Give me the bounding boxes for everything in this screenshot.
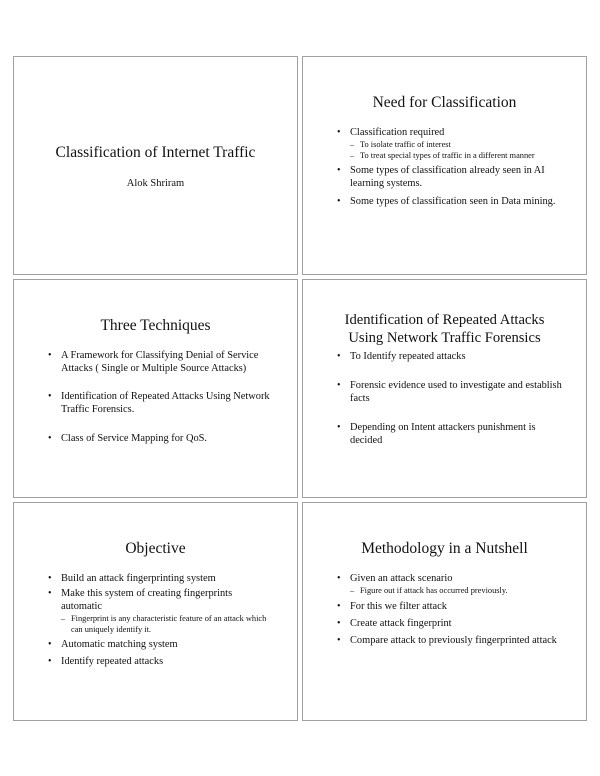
slide-4 bbox=[302, 279, 587, 498]
sub-item: – To isolate traffic of interest bbox=[350, 140, 568, 151]
slide-4-title-block bbox=[303, 311, 586, 347]
list-item bbox=[337, 164, 568, 190]
list-item bbox=[337, 572, 564, 597]
slide-2-title: Need for Classification bbox=[372, 94, 517, 111]
bullet-text: Class of Service Mapping for QoS. bbox=[61, 433, 208, 444]
bullet-text: Automatic matching system bbox=[61, 639, 178, 650]
sub-item: – Figure out if attack has occurred previously. bbox=[350, 586, 564, 597]
list-item bbox=[337, 634, 564, 647]
slide-3-title: Three Techniques bbox=[100, 317, 211, 334]
list-item bbox=[337, 195, 568, 208]
slide-4-bullets bbox=[337, 350, 568, 447]
bullet-text: Forensic evidence used to investigate and establish facts bbox=[350, 380, 562, 404]
bullet-text: Depending on Intent attackers punishment is decided bbox=[350, 422, 536, 446]
sub-list bbox=[350, 586, 564, 597]
sub-list bbox=[350, 140, 568, 161]
slide-5-bullets bbox=[48, 572, 269, 668]
slide-1 bbox=[13, 56, 298, 275]
slide-4-title-line2: Using Network Traffic Forensics bbox=[348, 330, 541, 346]
list-item bbox=[48, 572, 269, 585]
bullet-text: Make this system of creating fingerprints automatic bbox=[61, 588, 233, 612]
bullet-text: To Identify repeated attacks bbox=[350, 351, 466, 362]
slide-1-title-block bbox=[14, 143, 297, 189]
list-item bbox=[48, 390, 275, 416]
slide-5-title: Objective bbox=[125, 540, 186, 557]
slide-2 bbox=[302, 56, 587, 275]
sub-item: – To treat special types of traffic in a different manner bbox=[350, 151, 568, 162]
list-item bbox=[337, 617, 564, 630]
slide-6-bullets bbox=[337, 572, 564, 647]
slide-2-bullets bbox=[337, 126, 568, 208]
list-item bbox=[337, 600, 564, 613]
list-item bbox=[48, 349, 275, 375]
list-item bbox=[48, 432, 275, 445]
slide-1-title: Classification of Internet Traffic bbox=[55, 144, 256, 161]
bullet-text: Some types of classification already seen in AI learning systems. bbox=[350, 165, 545, 189]
sub-list bbox=[61, 614, 269, 635]
list-item bbox=[337, 379, 568, 405]
bullet-text: A Framework for Classifying Denial of Service Attacks ( Single or Multiple Source Attacks) bbox=[61, 350, 259, 374]
slide-3 bbox=[13, 279, 298, 498]
bullet-text: For this we filter attack bbox=[350, 600, 447, 612]
list-item bbox=[48, 655, 269, 668]
slide-6 bbox=[302, 502, 587, 721]
bullet-text: Identify repeated attacks bbox=[61, 656, 164, 667]
bullet-text: Compare attack to previously fingerprinted attack bbox=[350, 634, 557, 646]
list-item bbox=[337, 350, 568, 363]
slide-1-author: Alok Shriram bbox=[126, 178, 185, 189]
list-item bbox=[337, 421, 568, 447]
list-item bbox=[48, 638, 269, 651]
list-item bbox=[337, 126, 568, 161]
list-item bbox=[48, 587, 269, 635]
slide-6-title: Methodology in a Nutshell bbox=[361, 540, 528, 557]
bullet-text: Identification of Repeated Attacks Using Network Traffic Forensics. bbox=[61, 391, 270, 415]
slide-4-title-line1: Identification of Repeated Attacks bbox=[344, 312, 545, 328]
bullet-text: Classification required bbox=[350, 127, 445, 138]
bullet-text: Build an attack fingerprinting system bbox=[61, 573, 216, 584]
sub-item: – Fingerprint is any characteristic feature of an attack which can uniquely identify it. bbox=[61, 614, 269, 635]
bullet-text: Some types of classification seen in Data mining. bbox=[350, 196, 556, 207]
bullet-text: Create attack fingerprint bbox=[350, 617, 452, 629]
slide-5 bbox=[13, 502, 298, 721]
bullet-text: Given an attack scenario bbox=[350, 573, 453, 584]
slide-3-bullets bbox=[48, 349, 275, 445]
